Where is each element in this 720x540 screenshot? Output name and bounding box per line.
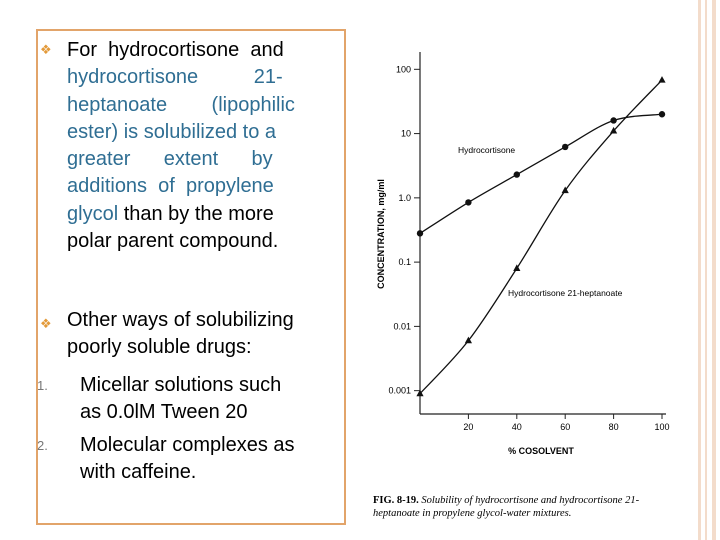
numbered-item-line: with caffeine. (80, 461, 197, 484)
y-axis-label: CONCENTRATION, mg/ml (376, 179, 386, 289)
bullet-icon: ❖ (40, 316, 52, 331)
data-point (514, 171, 520, 177)
decorative-stripe (698, 0, 701, 540)
decorative-stripe (705, 0, 707, 540)
paragraph-line (67, 228, 337, 255)
text-run: ester) (67, 120, 124, 143)
x-tick-label: 80 (608, 422, 619, 432)
series-label: Hydrocortisone (458, 145, 516, 155)
paragraph-line (67, 201, 337, 228)
text-run: hydrocortisone 21- (67, 66, 283, 89)
x-axis-label: % COSOLVENT (508, 446, 574, 456)
figure-caption-text: Solubility of hydrocortisone and hydrocortisone 21-heptanoate in propylene glycol-water mixtures. (373, 495, 640, 519)
y-tick-label: 1.0 (398, 192, 411, 203)
numbered-item-line: Micellar solutions such (80, 374, 282, 396)
text-run: is solubilized to a (123, 120, 276, 143)
numbered-item-line: Molecular complexes as (80, 434, 295, 456)
text-run: additions of propylene (67, 175, 274, 198)
bullet-paragraph-2 (67, 307, 337, 362)
paragraph-line (67, 334, 337, 361)
y-tick-label: 0.01 (393, 321, 411, 332)
text-run: poorly soluble drugs: (67, 336, 252, 359)
figure-caption (373, 494, 673, 520)
text-run: greater extent by (67, 148, 273, 171)
text-panel (36, 29, 346, 525)
numbered-item-line: as 0.0lM Tween 20 (80, 401, 248, 424)
bullet-icon: ❖ (40, 42, 52, 57)
chart-axes (414, 52, 666, 419)
series-label: Hydrocortisone 21-heptanoate (508, 288, 623, 298)
paragraph-line (67, 37, 337, 64)
chart-series (416, 76, 665, 396)
list-number: 2. (37, 438, 48, 453)
text-run: polar parent compound. (67, 230, 279, 253)
text-run: Other ways of solubilizing (67, 309, 294, 331)
data-point (658, 76, 665, 83)
text-run: For hydrocortisone and (67, 39, 284, 61)
series-line (420, 80, 662, 394)
text-run: heptanoate (lipophilic (67, 93, 295, 116)
data-point (659, 111, 665, 117)
solubility-chart (360, 40, 680, 480)
bullet-paragraph-1 (67, 37, 337, 255)
y-tick-label: 0.1 (398, 257, 411, 268)
data-point (562, 144, 568, 150)
paragraph-line (67, 64, 337, 91)
paragraph-line (67, 92, 337, 119)
y-tick-label: 0.001 (388, 385, 411, 396)
paragraph-line (67, 119, 337, 146)
x-tick-label: 20 (463, 422, 474, 432)
y-tick-label: 10 (400, 128, 411, 139)
numbered-item-1 (80, 372, 336, 427)
text-run: glycol (67, 202, 119, 225)
paragraph-line (67, 173, 337, 200)
data-point (465, 199, 471, 205)
figure-caption-label: FIG. 8-19. (373, 495, 419, 506)
decorative-stripe (712, 0, 716, 540)
y-tick-label: 100 (395, 64, 411, 75)
data-point (417, 230, 423, 236)
x-tick-label: 40 (511, 422, 522, 432)
series-line (420, 114, 662, 233)
data-point (610, 117, 616, 123)
x-tick-label: 60 (560, 422, 571, 432)
paragraph-line (67, 146, 337, 173)
x-tick-label: 100 (654, 422, 670, 432)
list-number: 1. (37, 378, 48, 393)
text-run: than by the more (118, 202, 274, 225)
numbered-item-2 (80, 432, 336, 487)
paragraph-line (67, 307, 337, 334)
